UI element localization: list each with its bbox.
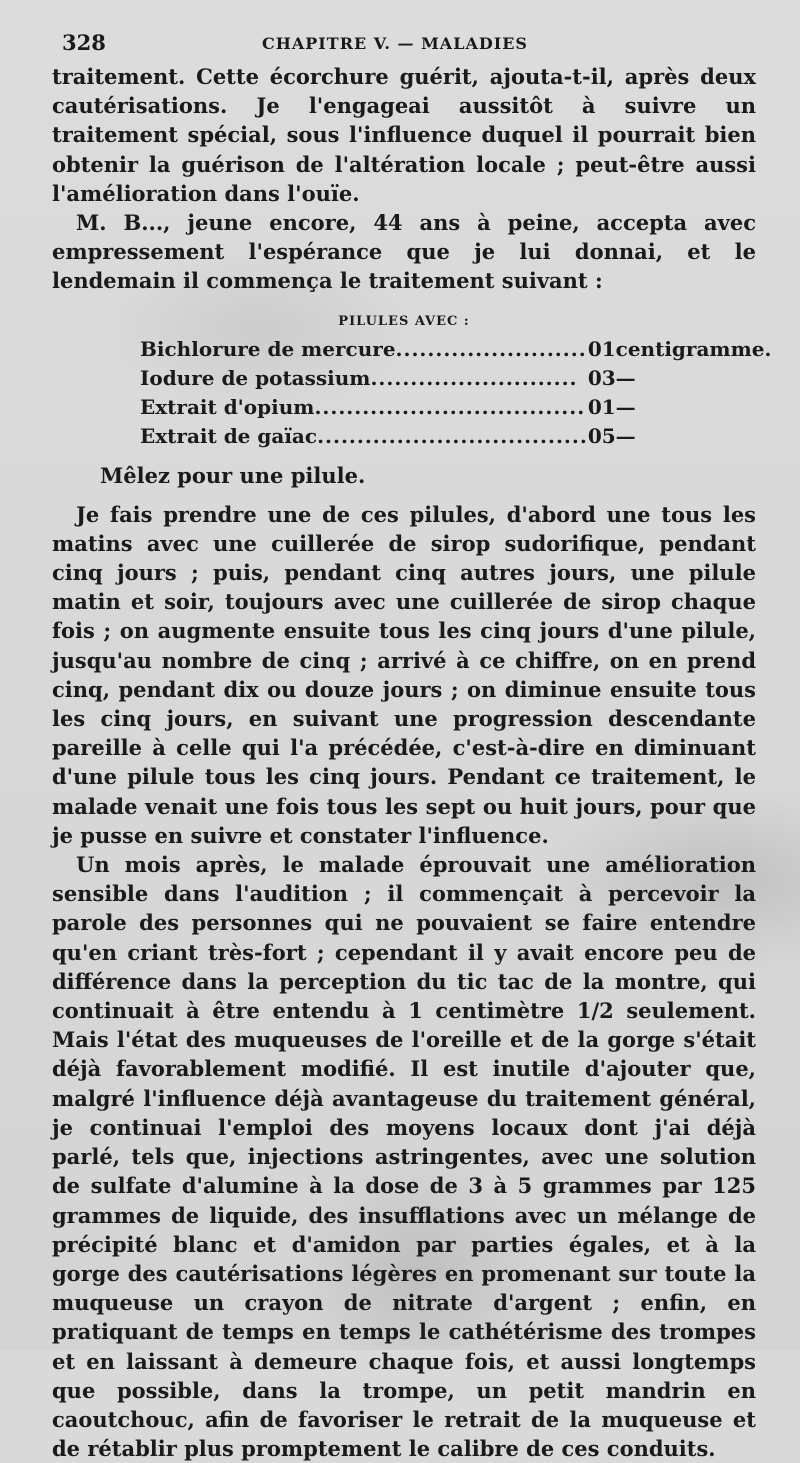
ingredient-quantity: 01	[587, 394, 616, 419]
paragraph-outcome: Un mois après, le malade éprouvait une amélioration sensible dans l'audition ; il commençait à percevoir la parole des personnes qui ne pouvaient se faire entendre qu'en criant très-fort ; cependant il y avait encore peu de différence dans la perception du tic tac de la montre, qui continuait à être entendu à 1 centimètre 1/2 seulement. Mais l'état des muqueuses de l'oreille et de la gorge s'était déjà favorablement modifié. Il est inutile d'ajouter que, malgré l'influence déjà avantageuse du traitement général, je continuai l'emploi des moyens locaux dont j'ai déjà parlé, tels que, injections astringentes, avec une solution de sulfate d'alumine à la dose de 3 à 5 grammes par 125 grammes de liquide, des insufflations avec un mélange de précipité blanc et d'amidon par parties égales, et à la gorge des cautérisations légères en promenant sur toute la muqueuse un crayon de nitrate d'argent ; enfin, en pratiquant de temps en temps le cathétérisme des trompes et en laissant à demeure chaque fois, et aussi longtemps que possible, dans la trompe, un petit mandrin en caoutchouc, afin de favoriser le retrait de la muqueuse et de rétablir plus promptement le calibre de ces conduits.	[52, 852, 756, 1462]
formula-table	[140, 337, 771, 453]
ingredient-name: Iodure de potassium	[140, 365, 371, 390]
ingredient-unit: —	[615, 394, 636, 419]
ingredient-quantity: 05	[587, 423, 616, 448]
ingredient-quantity: 01	[587, 336, 616, 361]
ingredient-quantity: 03	[587, 365, 616, 390]
page-number: 328	[62, 30, 106, 55]
ingredient-name: Extrait d'opium	[140, 394, 315, 419]
leader-dots: ..........................	[370, 365, 578, 390]
page-header	[52, 28, 756, 62]
formula-instruction: Mêlez pour une pilule.	[100, 462, 366, 488]
formula-title: PILULES AVEC :	[338, 313, 470, 329]
leader-dots: ..................................	[314, 394, 586, 419]
formula-row	[140, 366, 771, 395]
paragraph-patient-intro: M. B..., jeune encore, 44 ans à peine, accepta avec empressement l'espérance que je lui donnai, et le lendemain il commença le traitement suivant :	[52, 210, 756, 294]
formula-row	[140, 424, 771, 453]
leader-dots: ........................	[395, 336, 587, 361]
running-head: CHAPITRE V. — MALADIES	[262, 34, 528, 53]
formula-row	[140, 395, 771, 424]
paragraph-continuation: traitement. Cette écorchure guérit, ajouta-t-il, après deux cautérisations. Je l'engageai aussitôt à suivre un traitement spécial, sous l'influence duquel il pourrait bien obtenir la guérison de l'altération locale ; peut-être aussi l'amélioration dans l'ouïe.	[52, 64, 756, 206]
leader-dots: ..................................	[317, 423, 588, 448]
ingredient-name: Bichlorure de mercure	[140, 336, 396, 361]
paragraph-dosage: Je fais prendre une de ces pilules, d'abord une tous les matins avec une cuillerée de sirop sudorifique, pendant cinq jours ; puis, pendant cinq autres jours, une pilule matin et soir, toujours avec une cuillerée de sirop chaque fois ; on augmente ensuite tous les cinq jours d'une pilule, jusqu'au nombre de cinq ; arrivé à ce chiffre, on en prend cinq, pendant dix ou douze jours ; on diminue ensuite tous les cinq jours, en suivant une progression descendante pareille à celle qui l'a précédée, c'est-à-dire en diminuant d'une pilule tous les cinq jours. Pendant ce traitement, le malade venait une fois tous les sept ou huit jours, pour que je pusse en suivre et constater l'influence.	[52, 501, 756, 848]
ingredient-unit: —	[615, 365, 636, 390]
ingredient-unit: —	[615, 423, 636, 448]
ingredient-unit: centigramme.	[615, 336, 772, 361]
ingredient-name: Extrait de gaïac	[140, 423, 318, 448]
formula-row	[140, 337, 771, 366]
